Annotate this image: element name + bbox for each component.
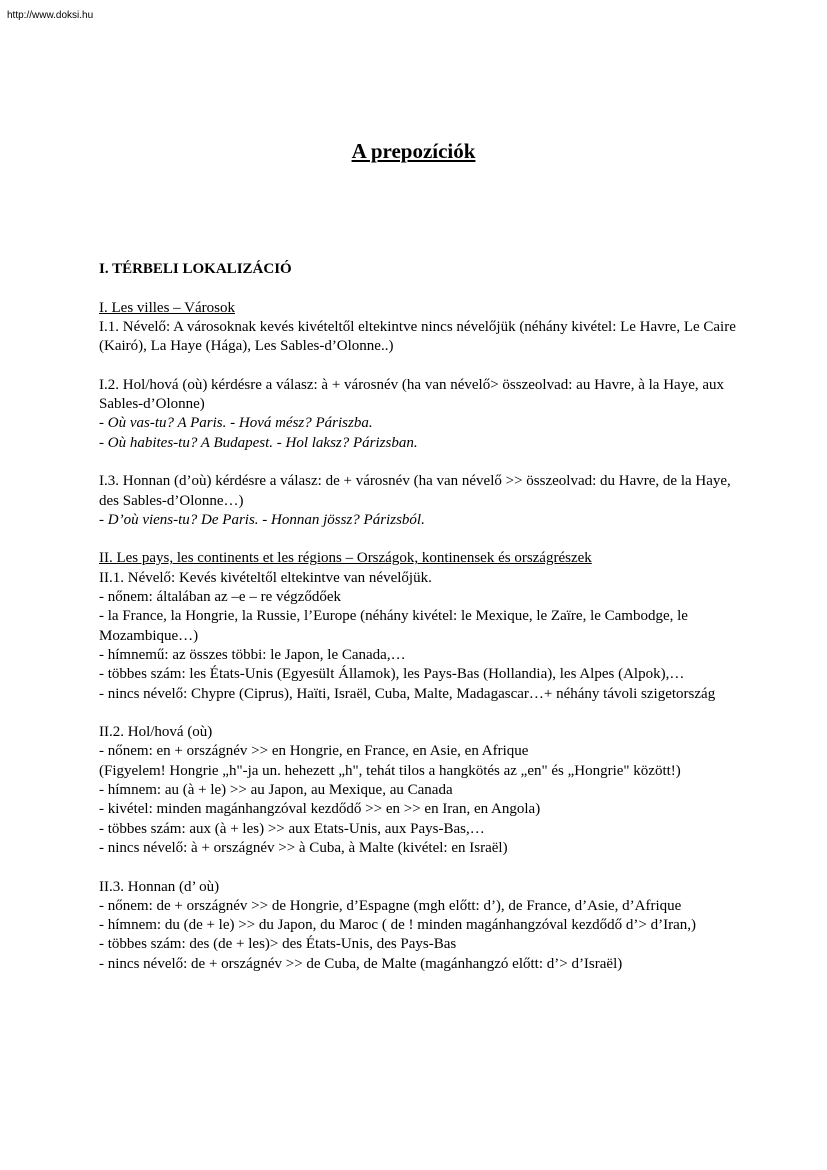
list-item: II.3. Honnan (d’ où) [99, 878, 220, 895]
paragraph-article-cities: I.1. Névelő: A városoknak kevés kivételtől eltekintve nincs névelőjük (néhány kivétel: Le Havre, Le Caire (Kairó), La Haye (Hága), Les Sables-d’Olonne..) [99, 318, 736, 355]
list-item: II.1. Névelő: Kevés kivételtől eltekintve van névelőjük. [99, 569, 432, 586]
subheading-cities: I. Les villes – Városok [99, 299, 235, 316]
paragraph-from-cities: I.3. Honnan (d’où) kérdésre a válasz: de + városnév (ha van névelő >> összeolvad: du Havre, de la Haye, des Sables-d’Olonne…) [99, 473, 731, 509]
list-item: - nincs névelő: de + országnév >> de Cuba, de Malte (magánhangzó előtt: d’> d’Israël) [99, 955, 623, 972]
list-item: - kivétel: minden magánhangzóval kezdődő >> en >> en Iran, en Angola) [99, 801, 541, 818]
subheading-countries: II. Les pays, les continents et les régions – Országok, kontinensek és országrészek [99, 550, 592, 567]
list-item: - többes szám: des (de + les)> des États-Unis, des Pays-Bas [99, 936, 457, 953]
source-url[interactable]: http://www.doksi.hu [7, 10, 94, 21]
list-item: - többes szám: les États-Unis (Egyesült Államok), les Pays-Bas (Hollandia), les Alpes (Alpok),… [99, 666, 685, 683]
paragraph-where-cities: I.2. Hol/hová (où) kérdésre a válasz: à + városnév (ha van névelő> összeolvad: au Havre, à la Haye, aux Sables-d’Olonne) [99, 376, 725, 413]
page-title: A prepozíciók [351, 139, 476, 163]
example-line: - D’où viens-tu? De Paris. - Honnan jössz? Párizsból. [99, 511, 425, 528]
list-item: (Figyelem! Hongrie „h"-ja un. hehezett „h", tehát tilos a hangkötés az „en" és „Hongrie" között!) [99, 762, 681, 779]
list-item: - nőnem: en + országnév >> en Hongrie, en France, en Asie, en Afrique [99, 743, 529, 760]
list-item: - nincs névelő: à + országnév >> à Cuba, à Malte (kivétel: en Israël) [99, 839, 508, 856]
list-item: - nincs névelő: Chypre (Ciprus), Haïti, Israël, Cuba, Malte, Madagascar…+ néhány távoli szigetország [99, 685, 716, 702]
document-body [99, 260, 739, 974]
list-item: - nőnem: általában az –e – re végződőek [99, 589, 341, 606]
list-item: - la France, la Hongrie, la Russie, l’Europe (néhány kivétel: le Mexique, le Zaïre, le Cambodge, le Mozambique…) [99, 608, 688, 644]
example-line: - Où vas-tu? A Paris. - Hová mész? Páriszba. [99, 415, 373, 432]
list-item: - többes szám: aux (à + les) >> aux Etats-Unis, aux Pays-Bas,… [99, 820, 485, 837]
list-item: - nőnem: de + országnév >> de Hongrie, d’Espagne (mgh előtt: d’), de France, d’Asie, d’Afrique [99, 897, 682, 914]
example-line: - Où habites-tu? A Budapest. - Hol laksz? Párizsban. [99, 434, 418, 451]
section-heading-spatial: I. TÉRBELI LOKALIZÁCIÓ [99, 261, 292, 277]
list-item: - hímnem: du (de + le) >> du Japon, du Maroc ( de ! minden magánhangzóval kezdődő d’> d’Iran,) [99, 917, 696, 934]
list-item: II.2. Hol/hová (où) [99, 724, 213, 741]
list-item: - hímnemű: az összes többi: le Japon, le Canada,… [99, 646, 406, 663]
list-item: - hímnem: au (à + le) >> au Japon, au Mexique, au Canada [99, 782, 453, 799]
